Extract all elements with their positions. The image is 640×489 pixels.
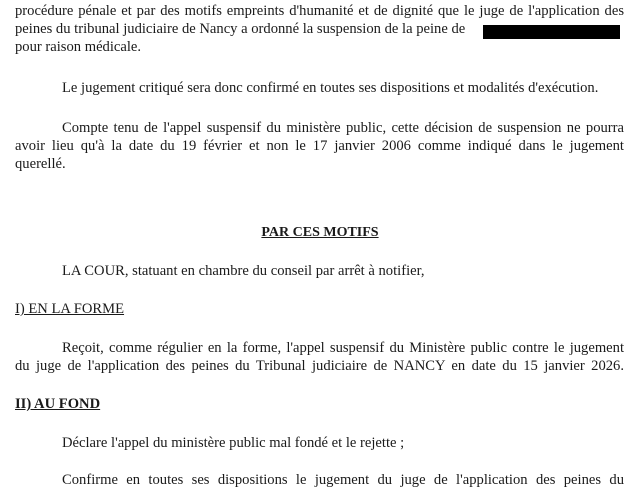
paragraph-3-line-1: Compte tenu de l'appel suspensif du ministère public, cette décision de suspension ne pourra (62, 120, 624, 136)
section-2-title: II) AU FOND (15, 396, 101, 412)
paragraph-3-line-3: querellé. (15, 156, 66, 172)
section-1-line-2: du juge de l'application des peines du Tribunal judiciaire de NANCY en date du 15 janvier 2026. (15, 358, 624, 374)
section-2-line-2: Confirme en toutes ses dispositions le jugement du juge de l'application des peines du (62, 472, 624, 488)
section-1-line-1: Reçoit, comme régulier en la forme, l'appel suspensif du Ministère public contre le jugement (62, 340, 624, 356)
paragraph-3-line-2: avoir lieu qu'à la date du 19 février et non le 17 janvier 2006 comme indiqué dans le jugement (15, 138, 624, 154)
paragraph-2-line-1: Le jugement critiqué sera donc confirmé en toutes ses dispositions et modalités d'exécution. (62, 80, 599, 96)
court-statement: LA COUR, statuant en chambre du conseil par arrêt à notifier, (62, 263, 425, 279)
paragraph-1-line-1: procédure pénale et par des motifs empreints d'humanité et de dignité que le juge de l'application des (15, 3, 624, 19)
paragraph-1-line-3: pour raison médicale. (15, 39, 142, 55)
redaction-block (483, 25, 620, 39)
section-1-title: I) EN LA FORME (15, 301, 125, 317)
heading-par-ces-motifs: PAR CES MOTIFS (261, 225, 379, 240)
paragraph-1-line-2: peines du tribunal judiciaire de Nancy a ordonné la suspension de la peine de (15, 21, 466, 37)
section-2-line-1: Déclare l'appel du ministère public mal fondé et le rejette ; (62, 435, 405, 451)
